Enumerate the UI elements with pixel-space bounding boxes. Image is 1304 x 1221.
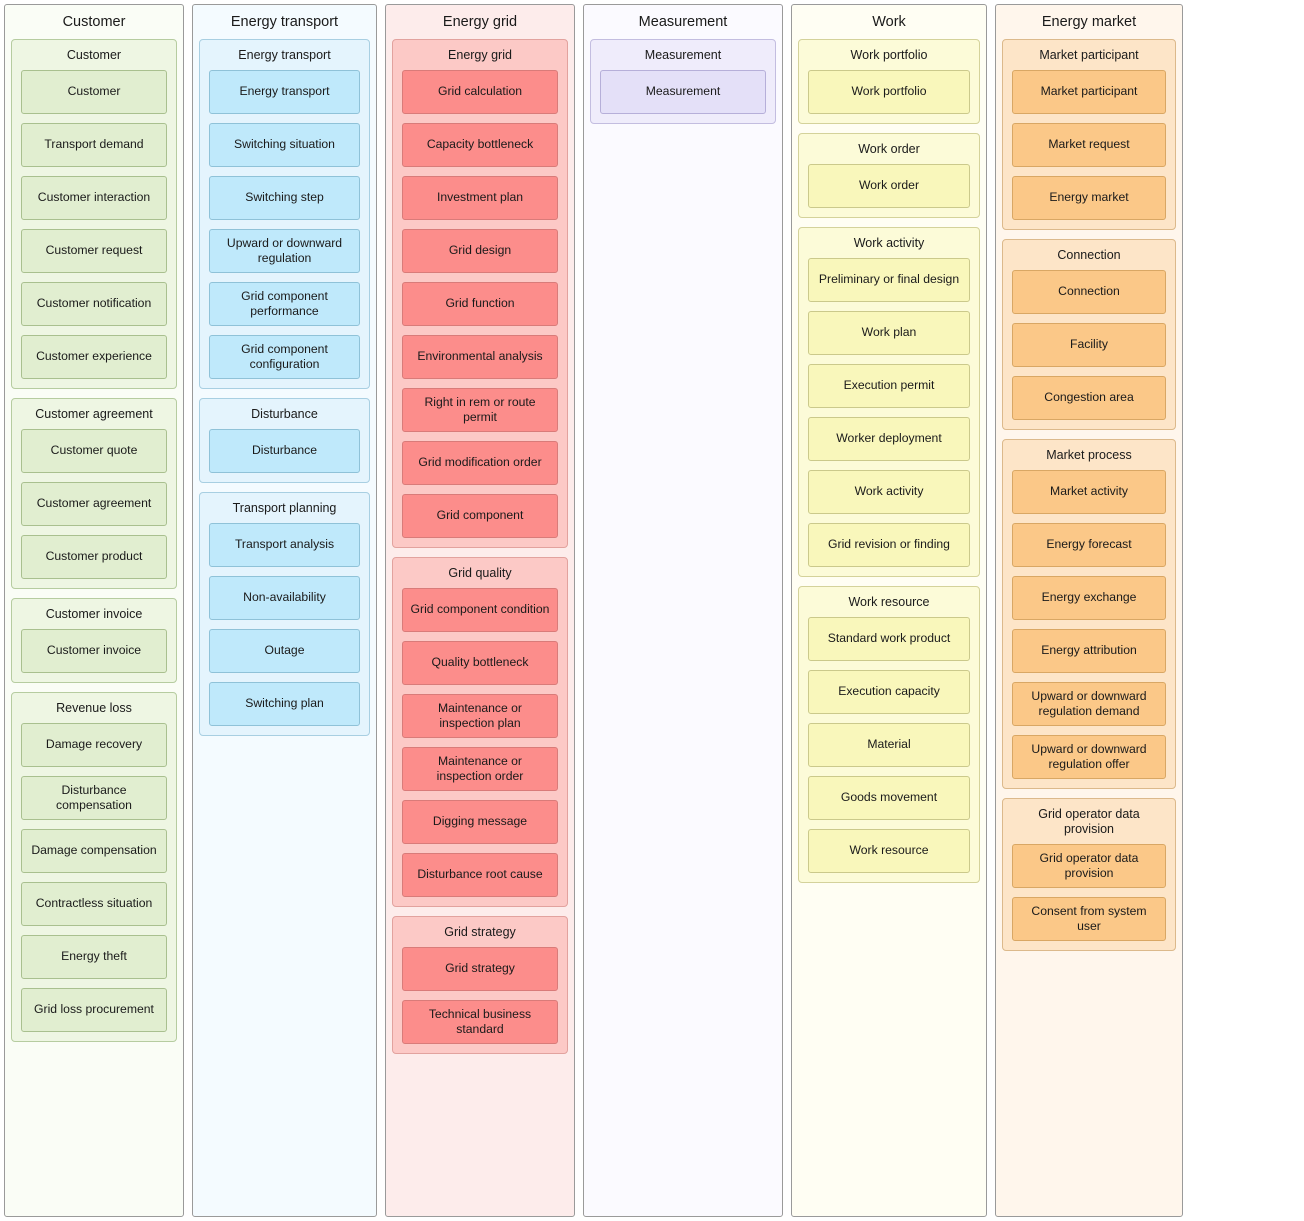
entity-energy-market[interactable]: Energy market	[1012, 176, 1166, 220]
group-customer-agreement	[11, 398, 177, 589]
group-energy-transport	[199, 39, 370, 389]
entity-customer-interaction[interactable]: Customer interaction	[21, 176, 167, 220]
entity-work-resource[interactable]: Work resource	[808, 829, 970, 873]
entity-work-plan[interactable]: Work plan	[808, 311, 970, 355]
group-work-portfolio	[798, 39, 980, 124]
entity-execution-permit[interactable]: Execution permit	[808, 364, 970, 408]
entity-customer-quote[interactable]: Customer quote	[21, 429, 167, 473]
entity-grid-design[interactable]: Grid design	[402, 229, 558, 273]
entity-maintenance-or-inspection-order[interactable]: Maintenance or inspection order	[402, 747, 558, 791]
entity-grid-function[interactable]: Grid function	[402, 282, 558, 326]
entity-customer-notification[interactable]: Customer notification	[21, 282, 167, 326]
entity-market-activity[interactable]: Market activity	[1012, 470, 1166, 514]
group-title: Transport planning	[232, 500, 337, 515]
entity-maintenance-or-inspection-plan[interactable]: Maintenance or inspection plan	[402, 694, 558, 738]
group-work-order	[798, 133, 980, 218]
group-title: Grid operator data provision	[1038, 806, 1140, 836]
group-measurement	[590, 39, 776, 124]
entity-grid-component-condition[interactable]: Grid component condition	[402, 588, 558, 632]
entity-damage-recovery[interactable]: Damage recovery	[21, 723, 167, 767]
group-title: Grid strategy	[444, 924, 516, 939]
entity-measurement[interactable]: Measurement	[600, 70, 766, 114]
entity-customer-request[interactable]: Customer request	[21, 229, 167, 273]
entity-energy-transport[interactable]: Energy transport	[209, 70, 360, 114]
group-title: Energy transport	[238, 47, 331, 62]
entity-grid-operator-data-provision[interactable]: Grid operator data provision	[1012, 844, 1166, 888]
entity-damage-compensation[interactable]: Damage compensation	[21, 829, 167, 873]
group-work-activity	[798, 227, 980, 577]
group-connection	[1002, 239, 1176, 430]
group-disturbance	[199, 398, 370, 483]
entity-customer-invoice[interactable]: Customer invoice	[21, 629, 167, 673]
entity-switching-situation[interactable]: Switching situation	[209, 123, 360, 167]
domain-title: Energy transport	[230, 14, 339, 30]
entity-customer[interactable]: Customer	[21, 70, 167, 114]
group-customer-invoice	[11, 598, 177, 683]
entity-market-request[interactable]: Market request	[1012, 123, 1166, 167]
domain-column-energy-transport	[192, 4, 377, 1217]
entity-environmental-analysis[interactable]: Environmental analysis	[402, 335, 558, 379]
entity-switching-plan[interactable]: Switching plan	[209, 682, 360, 726]
entity-goods-movement[interactable]: Goods movement	[808, 776, 970, 820]
group-title: Work activity	[853, 235, 925, 250]
domain-title: Customer	[62, 14, 126, 30]
entity-right-in-rem-or-route-permit[interactable]: Right in rem or route permit	[402, 388, 558, 432]
group-market-participant	[1002, 39, 1176, 230]
entity-non-availability[interactable]: Non-availability	[209, 576, 360, 620]
domain-title: Energy grid	[442, 14, 518, 30]
entity-transport-demand[interactable]: Transport demand	[21, 123, 167, 167]
entity-disturbance-compensation[interactable]: Disturbance compensation	[21, 776, 167, 820]
group-title: Connection	[1057, 247, 1121, 262]
domain-column-energy-market	[995, 4, 1183, 1217]
entity-work-order[interactable]: Work order	[808, 164, 970, 208]
entity-consent-from-system-user[interactable]: Consent from system user	[1012, 897, 1166, 941]
entity-disturbance-root-cause[interactable]: Disturbance root cause	[402, 853, 558, 897]
entity-grid-component-configuration[interactable]: Grid component configuration	[209, 335, 360, 379]
entity-grid-loss-procurement[interactable]: Grid loss procurement	[21, 988, 167, 1032]
entity-energy-theft[interactable]: Energy theft	[21, 935, 167, 979]
entity-contractless-situation[interactable]: Contractless situation	[21, 882, 167, 926]
entity-work-portfolio[interactable]: Work portfolio	[808, 70, 970, 114]
entity-grid-modification-order[interactable]: Grid modification order	[402, 441, 558, 485]
group-title: Disturbance	[251, 406, 318, 421]
entity-outage[interactable]: Outage	[209, 629, 360, 673]
entity-disturbance[interactable]: Disturbance	[209, 429, 360, 473]
domain-title: Work	[872, 14, 906, 30]
entity-energy-forecast[interactable]: Energy forecast	[1012, 523, 1166, 567]
group-grid-operator-data-provision	[1002, 798, 1176, 951]
group-title: Market process	[1046, 447, 1132, 462]
entity-grid-revision-or-finding[interactable]: Grid revision or finding	[808, 523, 970, 567]
entity-technical-business-standard[interactable]: Technical business standard	[402, 1000, 558, 1044]
entity-execution-capacity[interactable]: Execution capacity	[808, 670, 970, 714]
group-transport-planning	[199, 492, 370, 736]
group-energy-grid	[392, 39, 568, 548]
domain-title: Energy market	[1041, 14, 1137, 30]
group-market-process	[1002, 439, 1176, 789]
entity-grid-component-performance[interactable]: Grid component performance	[209, 282, 360, 326]
entity-upward-or-downward-regulation[interactable]: Upward or downward regulation	[209, 229, 360, 273]
entity-digging-message[interactable]: Digging message	[402, 800, 558, 844]
entity-upward-or-downward-regulation-demand[interactable]: Upward or downward regulation demand	[1012, 682, 1166, 726]
entity-material[interactable]: Material	[808, 723, 970, 767]
entity-congestion-area[interactable]: Congestion area	[1012, 376, 1166, 420]
group-title: Revenue loss	[56, 700, 132, 715]
entity-grid-calculation[interactable]: Grid calculation	[402, 70, 558, 114]
entity-transport-analysis[interactable]: Transport analysis	[209, 523, 360, 567]
domain-title: Measurement	[638, 14, 728, 30]
entity-market-participant[interactable]: Market participant	[1012, 70, 1166, 114]
entity-connection[interactable]: Connection	[1012, 270, 1166, 314]
entity-facility[interactable]: Facility	[1012, 323, 1166, 367]
group-grid-strategy	[392, 916, 568, 1054]
group-title: Customer	[66, 47, 122, 62]
entity-customer-product[interactable]: Customer product	[21, 535, 167, 579]
group-grid-quality	[392, 557, 568, 907]
domain-column-energy-grid	[385, 4, 575, 1217]
entity-grid-component[interactable]: Grid component	[402, 494, 558, 538]
group-title: Energy grid	[448, 47, 512, 62]
entity-preliminary-or-final-design[interactable]: Preliminary or final design	[808, 258, 970, 302]
group-title: Work order	[858, 141, 920, 156]
group-title: Work resource	[848, 594, 930, 609]
entity-switching-step[interactable]: Switching step	[209, 176, 360, 220]
entity-customer-agreement[interactable]: Customer agreement	[21, 482, 167, 526]
group-customer	[11, 39, 177, 389]
entity-energy-exchange[interactable]: Energy exchange	[1012, 576, 1166, 620]
group-title: Customer agreement	[35, 406, 153, 421]
entity-work-activity[interactable]: Work activity	[808, 470, 970, 514]
entity-customer-experience[interactable]: Customer experience	[21, 335, 167, 379]
group-title: Customer invoice	[45, 606, 143, 621]
entity-upward-or-downward-regulation-offer[interactable]: Upward or downward regulation offer	[1012, 735, 1166, 779]
entity-standard-work-product[interactable]: Standard work product	[808, 617, 970, 661]
group-title: Grid quality	[448, 565, 512, 580]
entity-worker-deployment[interactable]: Worker deployment	[808, 417, 970, 461]
entity-investment-plan[interactable]: Investment plan	[402, 176, 558, 220]
group-title: Measurement	[644, 47, 722, 62]
entity-capacity-bottleneck[interactable]: Capacity bottleneck	[402, 123, 558, 167]
domain-column-measurement	[583, 4, 783, 1217]
group-title: Work portfolio	[850, 47, 928, 62]
group-work-resource	[798, 586, 980, 883]
domain-column-work	[791, 4, 987, 1217]
domain-column-customer	[4, 4, 184, 1217]
group-title: Market participant	[1039, 47, 1139, 62]
entity-energy-attribution[interactable]: Energy attribution	[1012, 629, 1166, 673]
entity-quality-bottleneck[interactable]: Quality bottleneck	[402, 641, 558, 685]
entity-grid-strategy[interactable]: Grid strategy	[402, 947, 558, 991]
group-revenue-loss	[11, 692, 177, 1042]
